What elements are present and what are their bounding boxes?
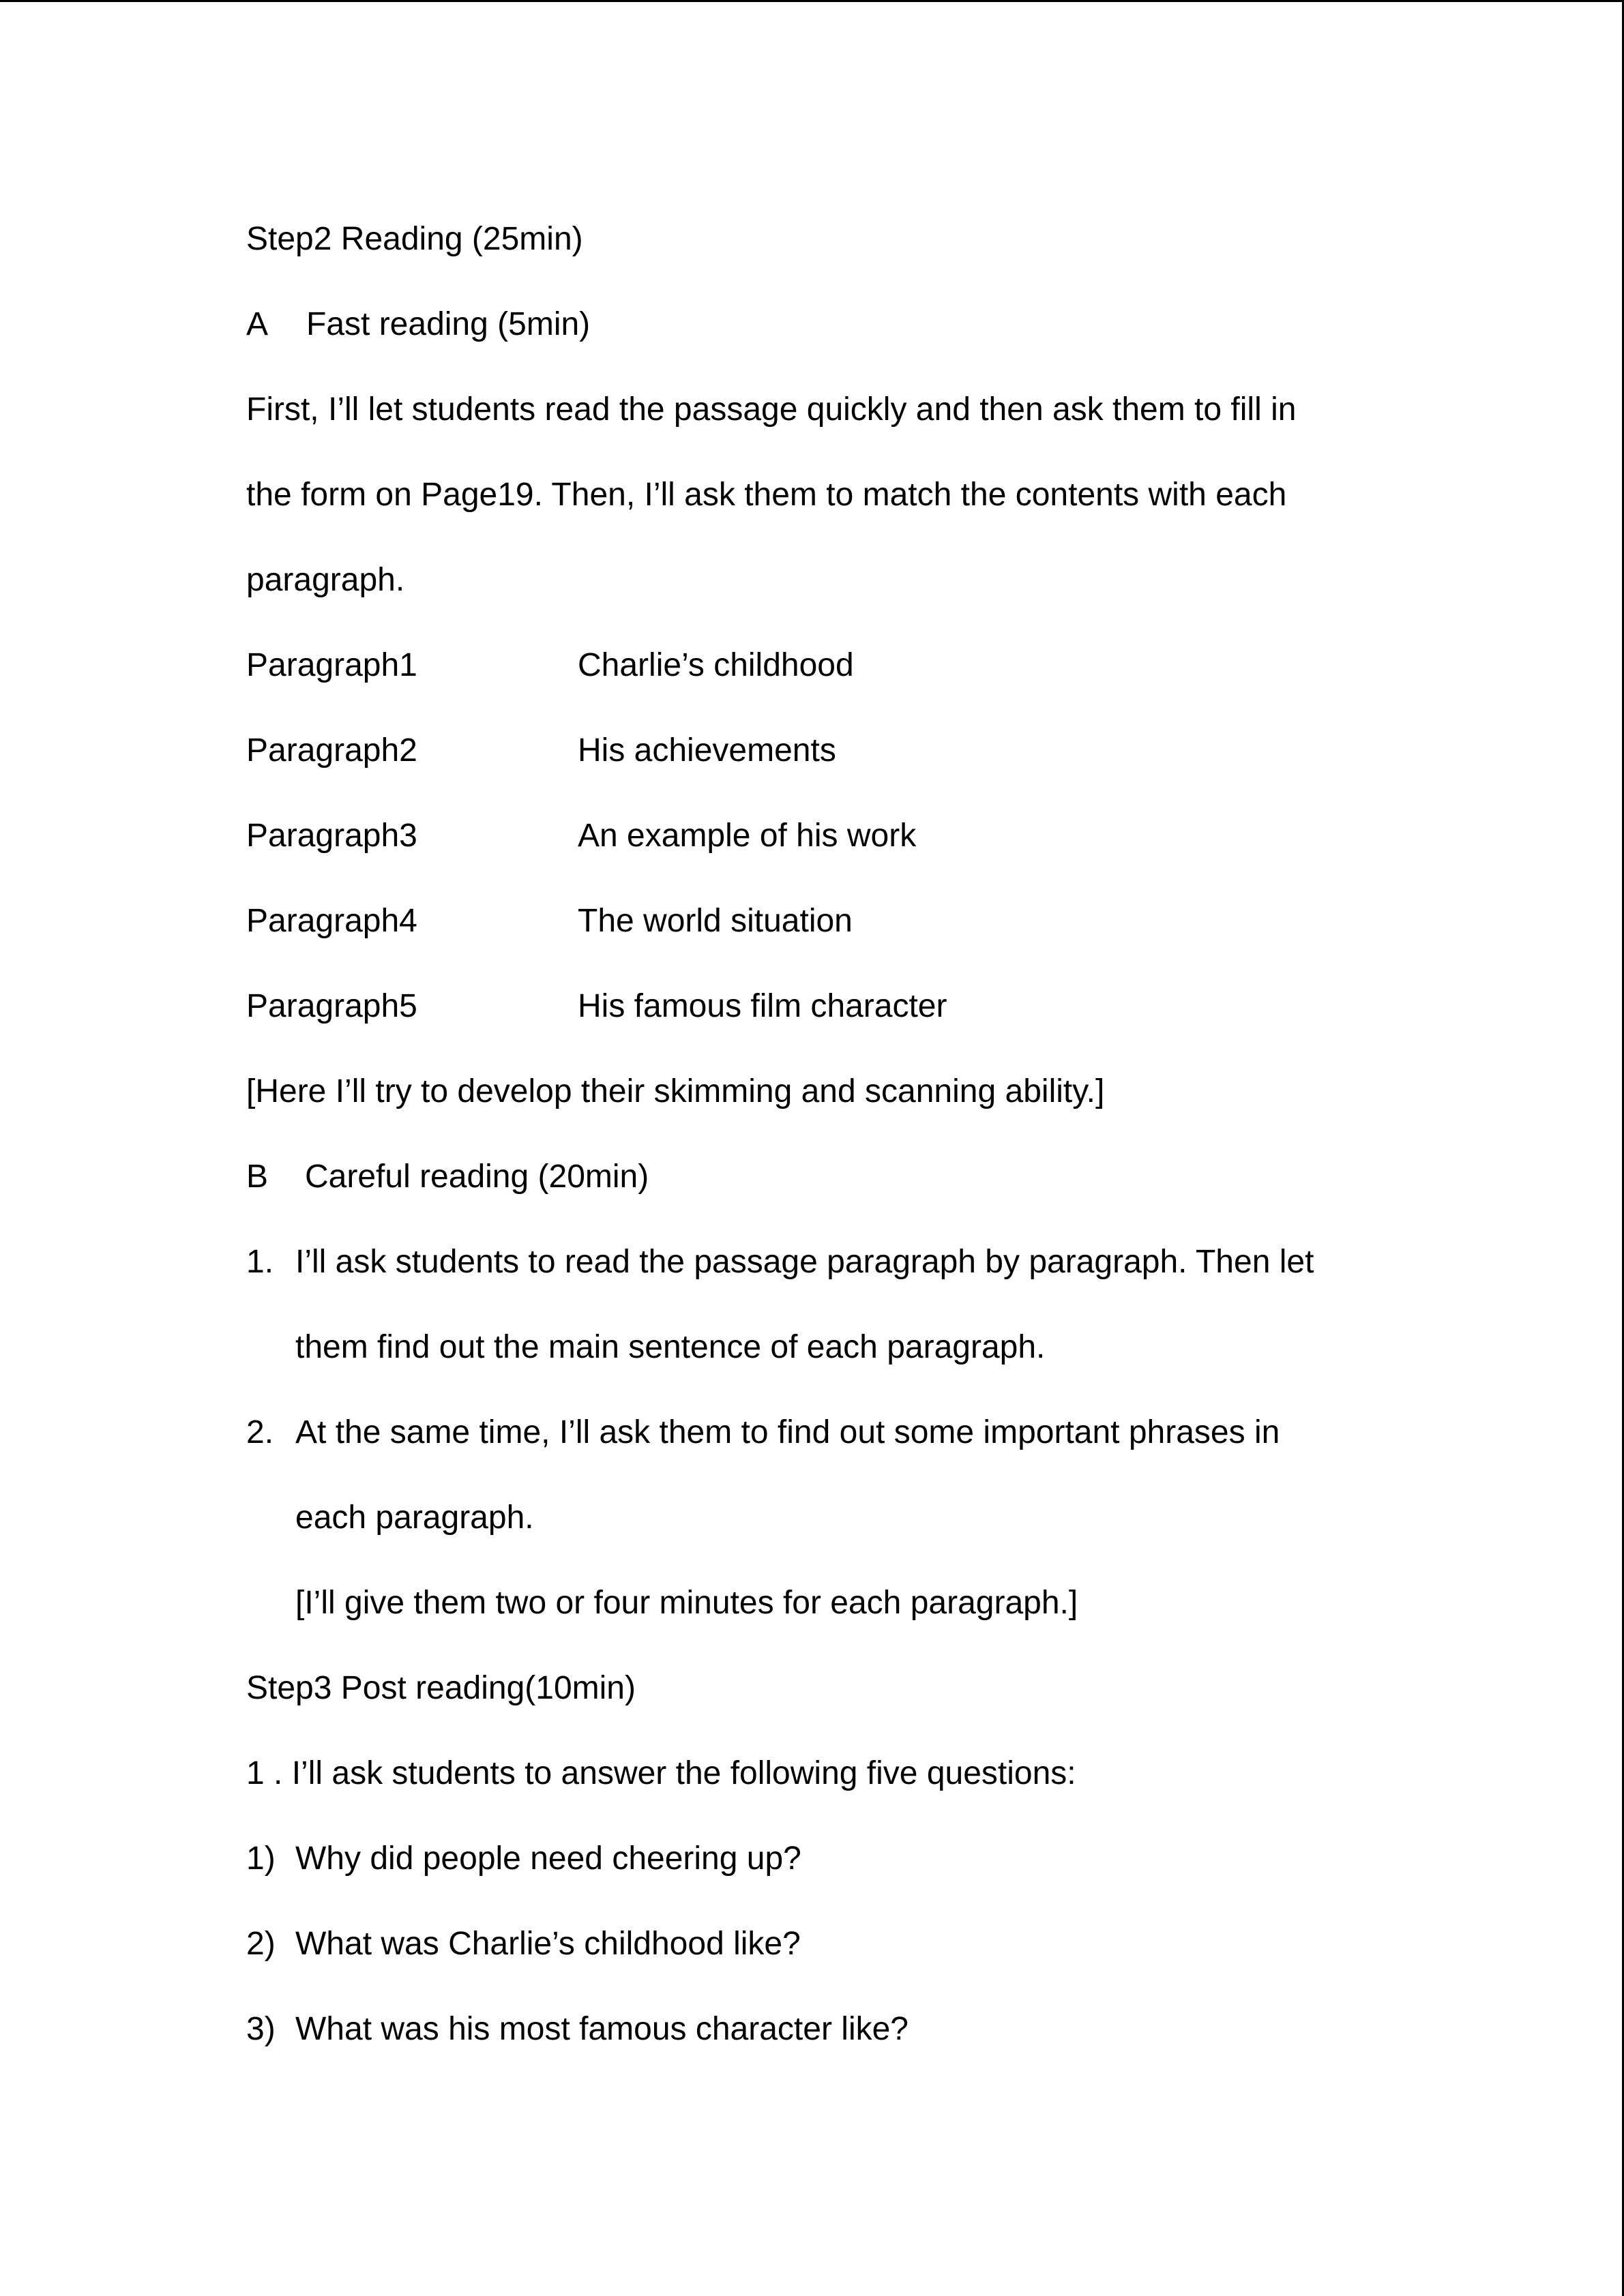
matching-paragraph-3: Paragraph3 — [246, 818, 417, 854]
section-a-text-line-2: the form on Page19. Then, I’ll ask them to match the contents with each — [246, 477, 1287, 513]
section-b-letter: B — [246, 1159, 269, 1195]
matching-content-3: An example of his work — [578, 818, 917, 854]
section-a-title: Fast reading (5min) — [306, 306, 591, 342]
matching-content-2: His achievements — [578, 732, 836, 769]
question-2-number: 2) — [246, 1926, 276, 1962]
question-3-number: 3) — [246, 2011, 276, 2047]
section-b-item-1-line-2: them find out the main sentence of each paragraph. — [295, 1329, 1046, 1365]
matching-paragraph-5: Paragraph5 — [246, 988, 417, 1024]
section-b-item-2-number: 2. — [246, 1414, 274, 1450]
section-a-note: [Here I’ll try to develop their skimming and scanning ability.] — [246, 1073, 1105, 1109]
matching-paragraph-4: Paragraph4 — [246, 903, 417, 939]
section-b-title: Careful reading (20min) — [305, 1159, 649, 1195]
question-1-text: Why did people need cheering up? — [295, 1840, 801, 1877]
section-b-item-1-number: 1. — [246, 1244, 274, 1280]
step3-heading: Step3 Post reading(10min) — [246, 1670, 636, 1706]
page-border-top — [0, 0, 1624, 2]
section-a-text-line-1: First, I’ll let students read the passage quickly and then ask them to fill in — [246, 391, 1297, 428]
matching-paragraph-1: Paragraph1 — [246, 647, 417, 683]
step2-heading: Step2 Reading (25min) — [246, 221, 583, 257]
section-b-note: [I’ll give them two or four minutes for each paragraph.] — [295, 1585, 1078, 1621]
matching-content-1: Charlie’s childhood — [578, 647, 854, 683]
section-b-item-2-line-2: each paragraph. — [295, 1500, 534, 1536]
matching-content-5: His famous film character — [578, 988, 947, 1024]
step3-instruction: 1 . I’ll ask students to answer the following five questions: — [246, 1755, 1076, 1791]
matching-paragraph-2: Paragraph2 — [246, 732, 417, 769]
question-3-text: What was his most famous character like? — [295, 2011, 909, 2047]
section-b-item-2-line-1: At the same time, I’ll ask them to find out some important phrases in — [295, 1414, 1280, 1450]
section-a-text-line-3: paragraph. — [246, 562, 405, 598]
matching-content-4: The world situation — [578, 903, 853, 939]
question-2-text: What was Charlie’s childhood like? — [295, 1926, 801, 1962]
question-1-number: 1) — [246, 1840, 276, 1877]
section-a-letter: A — [246, 306, 269, 342]
section-b-item-1-line-1: I’ll ask students to read the passage paragraph by paragraph. Then let — [295, 1244, 1314, 1280]
